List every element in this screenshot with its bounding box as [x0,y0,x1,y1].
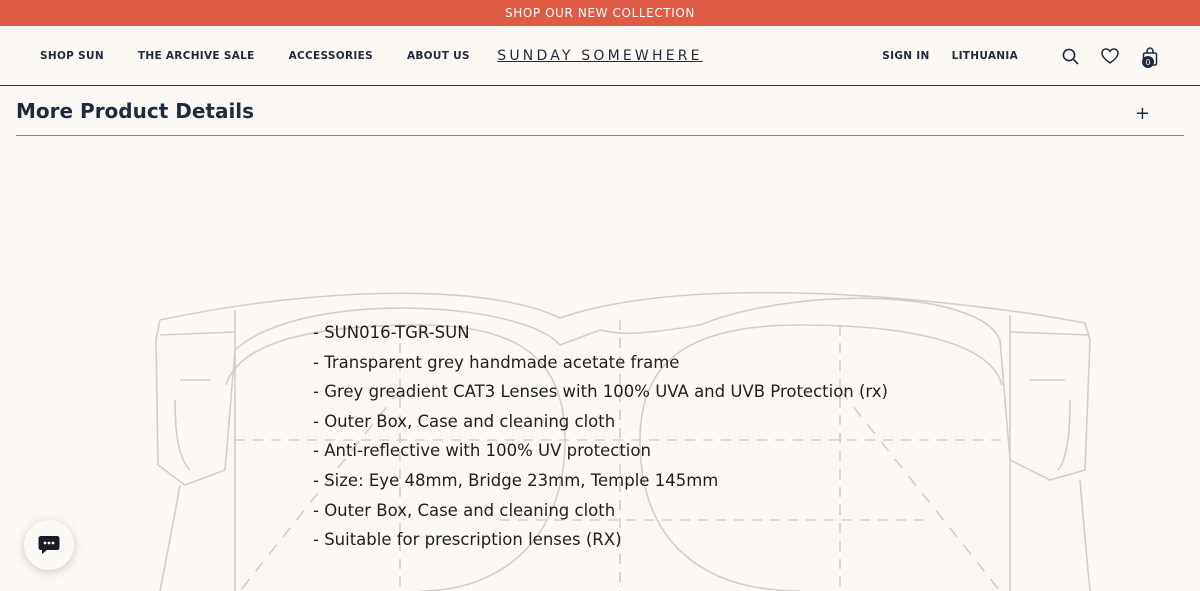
country-selector[interactable]: LITHUANIA [951,50,1018,62]
site-header [0,26,1200,86]
product-details-accordion[interactable] [16,86,1184,136]
spec-item: - Size: Eye 48mm, Bridge 23mm, Temple 145mm [313,470,719,490]
chat-bubble-icon [38,535,60,555]
promo-banner [0,0,1200,26]
spec-item: - Suitable for prescription lenses (RX) [313,530,622,550]
spec-item: - Grey greadient CAT3 Lenses with 100% UVA and UVB Protection (rx) [313,382,888,402]
spec-item: - Transparent grey handmade acetate frame [313,352,680,372]
account-nav [882,26,1160,86]
sign-in-link[interactable]: SIGN IN [882,50,930,62]
shopping-bag-icon[interactable] [1140,46,1160,66]
spec-item: - Outer Box, Case and cleaning cloth [313,500,616,520]
nav-about-us[interactable]: ABOUT US [406,50,470,62]
chat-button[interactable] [24,520,74,570]
product-spec-list [313,318,888,555]
spec-item: - Anti-reflective with 100% UV protection [313,441,651,461]
spec-item: - SUN016-TGR-SUN [313,323,470,342]
search-icon[interactable] [1060,46,1080,66]
brand-logo[interactable]: SUNDAY SOMEWHERE [497,48,703,64]
spec-item: - Outer Box, Case and cleaning cloth [313,411,616,431]
shop-new-collection-link[interactable]: SHOP OUR NEW COLLECTION [504,6,695,20]
cart-count-badge: 0 [1142,56,1154,68]
expand-plus-icon[interactable]: + [1134,103,1150,124]
primary-nav [40,26,504,86]
nav-accessories[interactable]: ACCESSORIES [288,50,373,62]
nav-archive-sale[interactable]: THE ARCHIVE SALE [137,50,255,62]
details-title: More Product Details [16,98,255,123]
heart-icon[interactable] [1100,46,1120,66]
nav-shop-sun[interactable]: SHOP SUN [40,50,104,62]
